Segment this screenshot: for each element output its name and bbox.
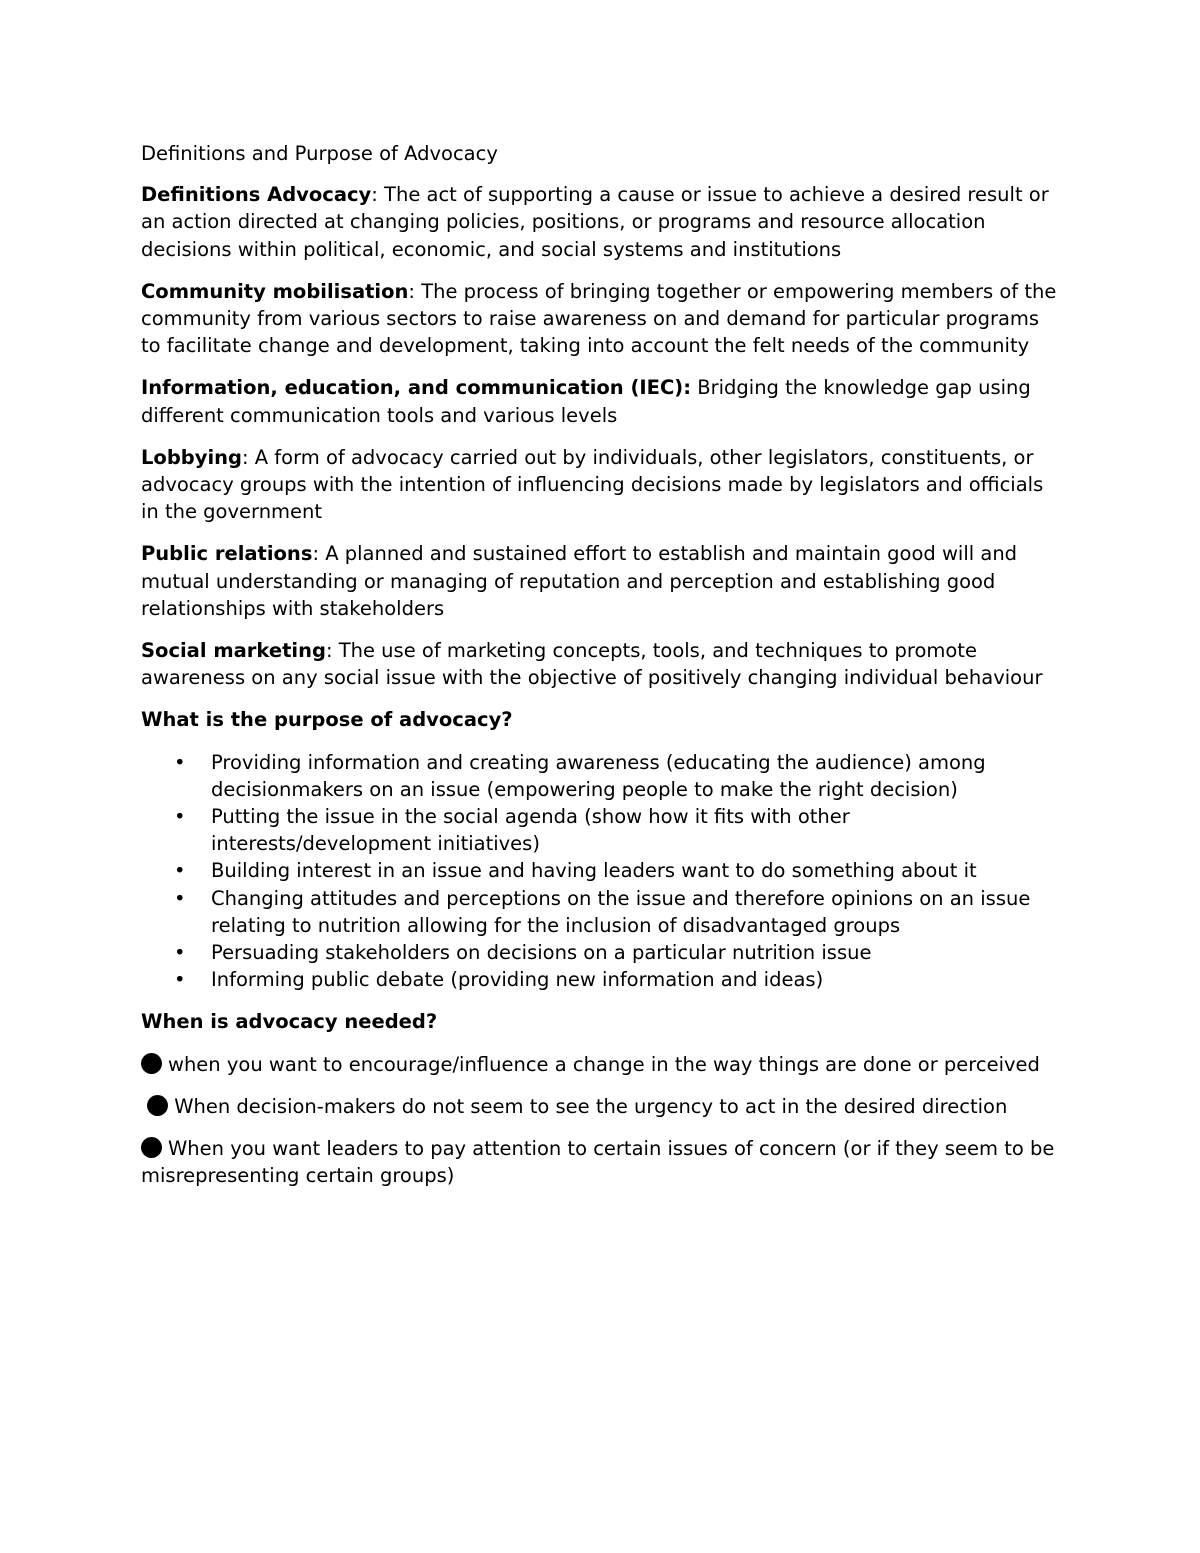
definition-separator: : <box>371 183 385 207</box>
definition-term: Social marketing <box>141 639 326 663</box>
definition-text: A planned and sustained effort to establish and maintain good will and mutual understanding or managing of reputation and perception and establishing good relationships with stakeholders <box>141 542 1018 620</box>
list-item <box>141 857 1061 884</box>
when-needed-item <box>141 1135 1061 1189</box>
when-needed-item <box>141 1051 1061 1078</box>
list-item-text: Building interest in an issue and having leaders want to do something about it <box>211 859 977 883</box>
list-item-text: Persuading stakeholders on decisions on a particular nutrition issue <box>211 941 872 965</box>
definition-term: Definitions Advocacy <box>141 183 372 207</box>
bullet-icon: • <box>174 886 186 910</box>
list-item <box>141 803 1061 857</box>
purpose-list <box>141 749 1061 994</box>
definition-lobbying <box>141 444 1061 526</box>
definition-community-mobilisation <box>141 278 1061 360</box>
bullet-icon: • <box>174 859 186 883</box>
definition-text: The use of marketing concepts, tools, and techniques to promote awareness on any social issue with the objective of positively changing individual behaviour <box>141 639 1043 690</box>
definition-text: The act of supporting a cause or issue to achieve a desired result or an action directed at changing policies, positions, or programs and resource allocation decisions within political, economic, and social systems and institutions <box>141 183 1049 261</box>
definition-separator: : <box>408 279 422 303</box>
when-needed-item <box>141 1093 1061 1120</box>
definition-term: Public relations <box>141 542 313 566</box>
list-item-text: Providing information and creating awareness (educating the audience) among decisionmakers on an issue (empowering people to make the right decision) <box>211 750 986 801</box>
when-needed-text: When decision-makers do not seem to see the urgency to act in the desired direction <box>174 1094 1008 1118</box>
black-circle-icon <box>141 1053 162 1074</box>
bullet-icon: • <box>174 750 186 774</box>
definition-term: Information, education, and communication (IEC): <box>141 376 691 400</box>
definition-separator: : <box>241 445 255 469</box>
when-needed-text: When you want leaders to pay attention to certain issues of concern (or if they seem to be misrepresenting certain groups) <box>141 1137 1055 1188</box>
black-circle-icon <box>147 1095 168 1116</box>
definition-advocacy <box>141 181 1061 263</box>
definition-social-marketing <box>141 637 1061 691</box>
list-item-text: Putting the issue in the social agenda (show how it fits with other interests/development initiatives) <box>211 805 850 856</box>
definition-public-relations <box>141 540 1061 622</box>
list-item-text: Changing attitudes and perceptions on the issue and therefore opinions on an issue relating to nutrition allowing for the inclusion of disadvantaged groups <box>211 886 1031 937</box>
list-item <box>141 885 1061 939</box>
list-item-text: Informing public debate (providing new information and ideas) <box>211 968 824 992</box>
when-needed-heading: When is advocacy needed? <box>141 1010 438 1034</box>
black-circle-icon <box>141 1137 162 1158</box>
bullet-icon: • <box>174 805 186 829</box>
when-needed-text: when you want to encourage/influence a change in the way things are done or perceived <box>168 1052 1040 1076</box>
definition-separator: : <box>325 639 339 663</box>
list-item <box>141 966 1061 993</box>
bullet-icon: • <box>174 941 186 965</box>
definition-separator: : <box>312 542 326 566</box>
definition-iec <box>141 374 1061 428</box>
purpose-heading: What is the purpose of advocacy? <box>141 708 513 732</box>
document-title: Definitions and Purpose of Advocacy <box>141 142 498 165</box>
definition-term: Lobbying <box>141 445 242 469</box>
definition-text: A form of advocacy carried out by individuals, other legislators, constituents, or advocacy groups with the intention of influencing decisions made by legislators and officials in the government <box>141 445 1044 524</box>
list-item <box>141 939 1061 966</box>
bullet-icon: • <box>174 968 186 992</box>
definition-text: Bridging the knowledge gap using different communication tools and various levels <box>141 376 1031 427</box>
list-item <box>141 749 1061 803</box>
definition-text: The process of bringing together or empowering members of the community from various sectors to raise awareness on and demand for particular programs to facilitate change and development, taking into account the felt needs of the community <box>141 279 1057 358</box>
document-page <box>141 140 1061 1205</box>
definition-term: Community mobilisation <box>141 279 409 303</box>
